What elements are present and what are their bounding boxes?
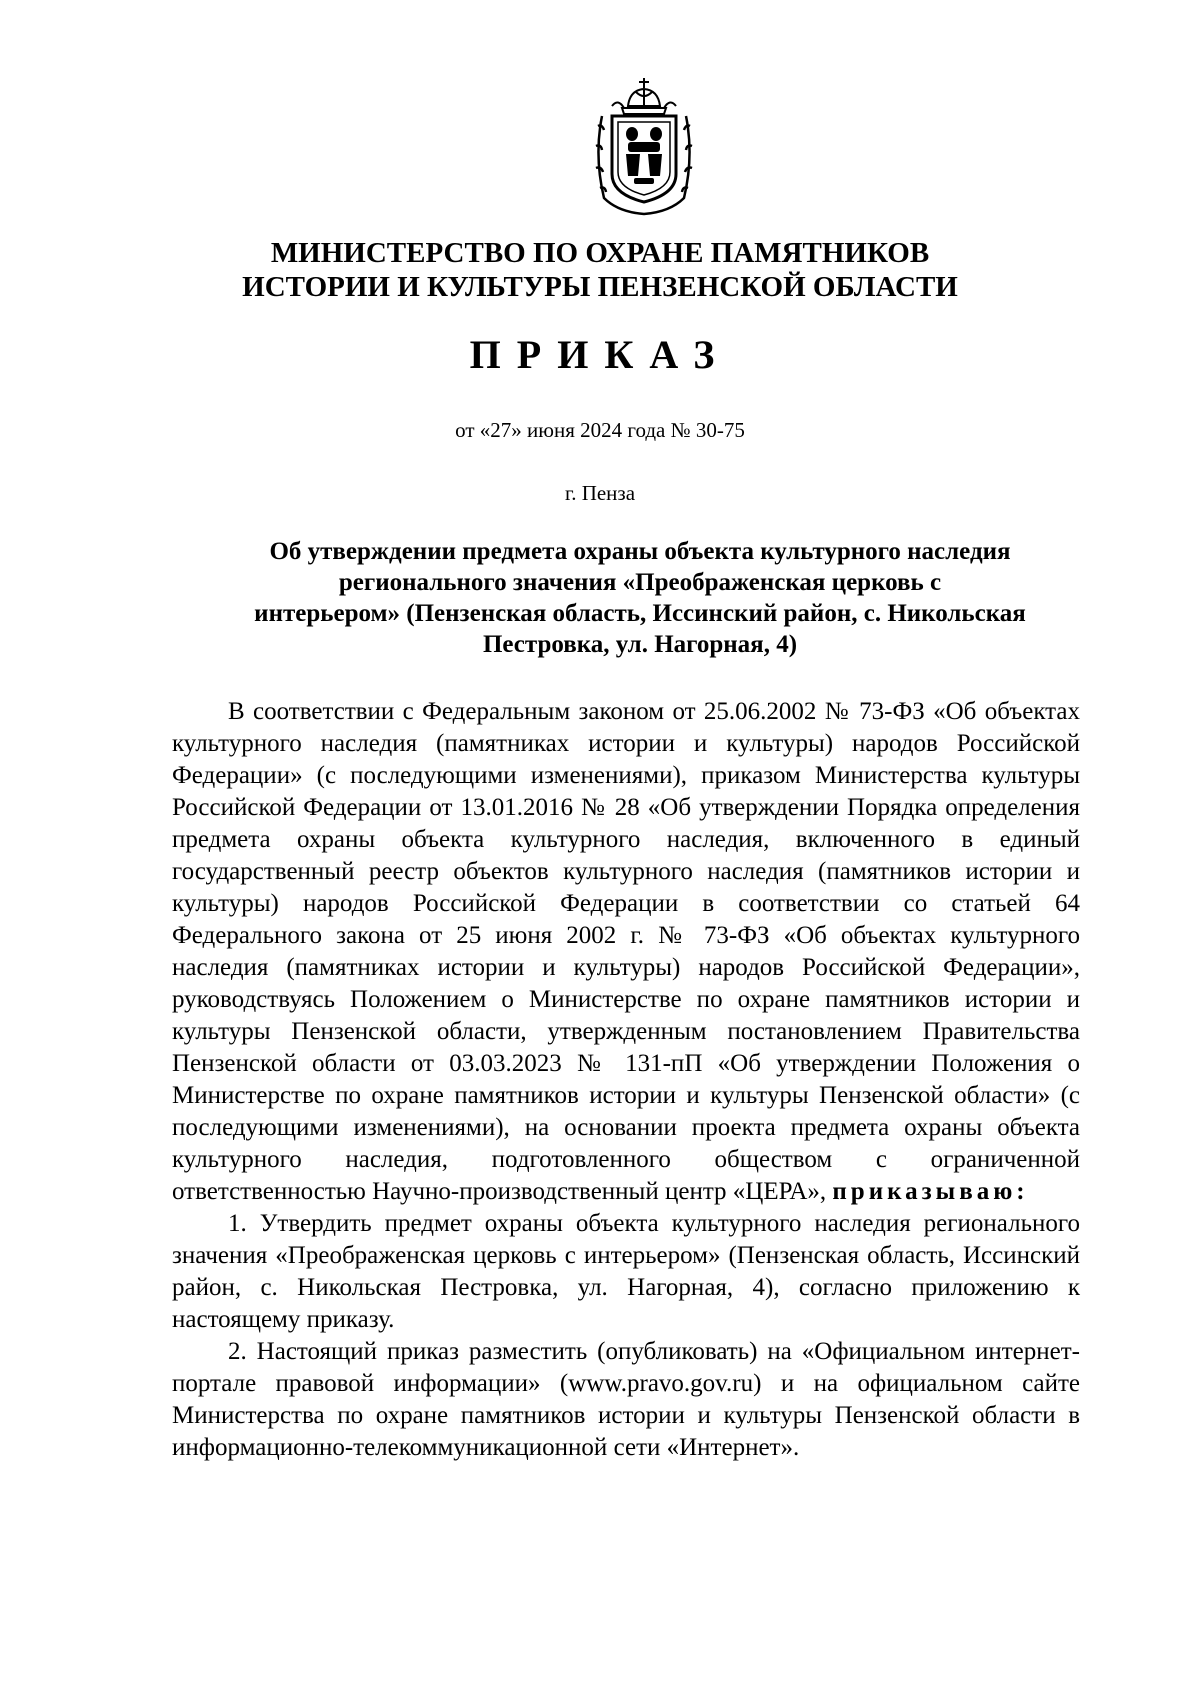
order-item-1: 1. Утвердить предмет охраны объекта культурного наследия регионального значения «Преображенская церковь с интерьером» (Пензенская область, Иссинский район, с. Никольская Пестровка, ул. Нагорная, 4), согласно приложению к настоящему приказу. bbox=[172, 1210, 1080, 1333]
penza-coat-of-arms-icon bbox=[588, 76, 700, 216]
subject-line4: Пестровка, ул. Нагорная, 4) bbox=[482, 631, 798, 658]
ministry-name bbox=[160, 236, 1040, 304]
subject-line2: регионального значения «Преображенская церковь с bbox=[338, 569, 942, 596]
preamble-paragraph bbox=[172, 696, 1080, 1208]
document-type-title: ПРИКАЗ bbox=[469, 332, 731, 377]
document-subject bbox=[200, 536, 1080, 660]
subject-line1: Об утверждении предмета охраны объекта культурного наследия bbox=[269, 538, 1011, 565]
subject-line3: интерьером» (Пензенская область, Иссинский район, с. Никольская bbox=[254, 600, 1026, 627]
ministry-name-line2: ИСТОРИИ И КУЛЬТУРЫ ПЕНЗЕНСКОЙ ОБЛАСТИ bbox=[242, 271, 958, 303]
order-word: приказываю: bbox=[832, 1178, 1029, 1205]
preamble-text: В соответствии с Федеральным законом от 25.06.2002 № 73-ФЗ «Об объектах культурного наследия (памятниках истории и культуры) народов Российской Федерации» (с последующими изменениями), приказом Министерства культуры Российской Федерации от 13.01.2016 № 28 «Об утверждении Порядка определения предмета охраны объекта культурного наследия, включенного в единый государственный реестр объектов культурного наследия (памятников истории и культуры) народов Российской Федерации в соответствии со статьей 64 Федерального закона от 25 июня 2002 г. № 73-ФЗ «Об объектах культурного наследия (памятниках истории и культуры) народов Российской Федерации», руководствуясь Положением о Министерстве по охране памятников истории и культуры Пензенской области, утвержденным постановлением Правительства Пензенской области от 03.03.2023 № 131-пП «Об утверждении Положения о Министерстве по охране памятников истории и культуры Пензенской области» (с последующими изменениями), на основании проекта предмета охраны объекта культурного наследия, подготовленного обществом с ограниченной ответственностью Научно-производственный центр «ЦЕРА», bbox=[172, 698, 1080, 1205]
document-date-number: от «27» июня 2024 года № 30-75 bbox=[455, 418, 745, 442]
ministry-name-line1: МИНИСТЕРСТВО ПО ОХРАНЕ ПАМЯТНИКОВ bbox=[270, 237, 930, 269]
order-item-2: 2. Настоящий приказ разместить (опубликовать) на «Официальном интернет-портале правовой информации» (www.pravo.gov.ru) и на официальном сайте Министерства по охране памятников истории и культуры Пензенской области в информационно-телекоммуникационной сети «Интернет». bbox=[172, 1338, 1080, 1461]
document-city: г. Пенза bbox=[564, 481, 636, 505]
document-body bbox=[172, 696, 1080, 1464]
